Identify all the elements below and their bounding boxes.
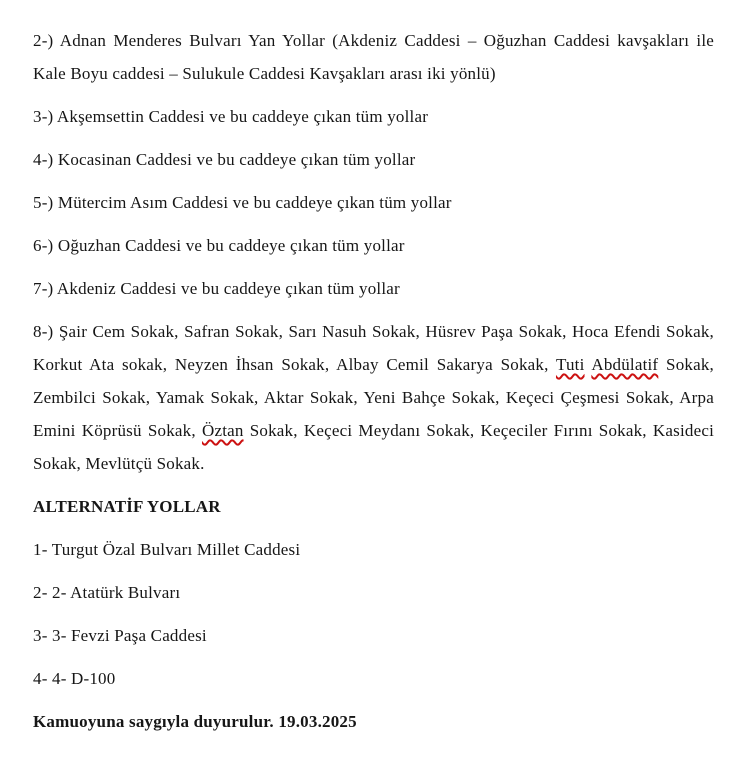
text-segment: Zembilci Sokak, Yamak Sokak, Aktar Sokak, Yeni Bahçe Sokak, Keçeci Çeşmesi Sokak, Arpa <box>33 388 714 407</box>
misspelled-word: Öztan <box>201 421 244 440</box>
text-line <box>33 315 714 348</box>
text-segment: 5-) Mütercim Asım Caddesi ve bu caddeye çıkan tüm yollar <box>33 193 452 212</box>
text-line <box>33 100 714 133</box>
text-line <box>33 662 714 695</box>
text-segment: 3- 3- Fevzi Paşa Caddesi <box>33 626 207 645</box>
text-line <box>33 381 714 414</box>
text-line <box>33 447 714 480</box>
paragraph-item-5 <box>33 186 714 219</box>
text-segment: 3-) Akşemsettin Caddesi ve bu caddeye çıkan tüm yollar <box>33 107 429 126</box>
text-segment: Sokak, <box>658 355 714 374</box>
text-segment: 8-) Şair Cem Sokak, Safran Sokak, Sarı Nasuh Sokak, Hüsrev Paşa Sokak, Hoca Efendi Sokak, <box>33 322 714 341</box>
paragraph-heading-alternatif-yollar <box>33 490 714 523</box>
text-segment: Emini Köprüsü Sokak, <box>33 421 202 440</box>
paragraph-alt-route-3 <box>33 619 714 652</box>
text-line <box>33 619 714 652</box>
text-line <box>33 272 714 305</box>
text-line <box>33 533 714 566</box>
text-line <box>33 143 714 176</box>
paragraph-item-2 <box>33 24 714 90</box>
paragraph-item-8 <box>33 315 714 480</box>
misspelled-word: Tuti <box>555 355 585 374</box>
text-line <box>33 414 714 447</box>
text-segment: 7-) Akdeniz Caddesi ve bu caddeye çıkan tüm yollar <box>33 279 400 298</box>
paragraph-alt-route-4 <box>33 662 714 695</box>
text-segment: Sokak, Keçeci Meydanı Sokak, Keçeciler Fırını Sokak, Kasideci <box>243 421 714 440</box>
paragraph-item-4 <box>33 143 714 176</box>
text-line <box>33 348 714 381</box>
text-segment: 6-) Oğuzhan Caddesi ve bu caddeye çıkan tüm yollar <box>33 236 405 255</box>
document-body <box>33 24 714 738</box>
text-segment: Sokak, Mevlütçü Sokak. <box>33 454 205 473</box>
misspelled-word: Abdülatif <box>591 355 659 374</box>
paragraph-item-7 <box>33 272 714 305</box>
text-line <box>33 24 714 57</box>
text-segment: 4- 4- D-100 <box>33 669 116 688</box>
text-line <box>33 57 714 90</box>
text-segment: Kale Boyu caddesi – Sulukule Caddesi Kavşakları arası iki yönlü) <box>33 64 496 83</box>
text-line <box>33 576 714 609</box>
paragraph-item-6 <box>33 229 714 262</box>
paragraph-item-3 <box>33 100 714 133</box>
text-line <box>33 229 714 262</box>
paragraph-alt-route-2 <box>33 576 714 609</box>
text-segment: 2- 2- Atatürk Bulvarı <box>33 583 181 602</box>
text-line <box>33 186 714 219</box>
text-line <box>33 705 714 738</box>
text-segment: ALTERNATİF YOLLAR <box>33 497 221 516</box>
text-segment: Kamuoyuna saygıyla duyurulur. 19.03.2025 <box>33 712 357 731</box>
paragraph-alt-route-1 <box>33 533 714 566</box>
text-segment: Korkut Ata sokak, Neyzen İhsan Sokak, Albay Cemil Sakarya Sokak, <box>33 355 556 374</box>
text-line <box>33 490 714 523</box>
text-segment: 1- Turgut Özal Bulvarı Millet Caddesi <box>33 540 301 559</box>
text-segment: 2-) Adnan Menderes Bulvarı Yan Yollar (Akdeniz Caddesi – Oğuzhan Caddesi kavşakları ile <box>33 31 714 50</box>
text-segment: 4-) Kocasinan Caddesi ve bu caddeye çıkan tüm yollar <box>33 150 416 169</box>
paragraph-closing-announcement <box>33 705 714 738</box>
